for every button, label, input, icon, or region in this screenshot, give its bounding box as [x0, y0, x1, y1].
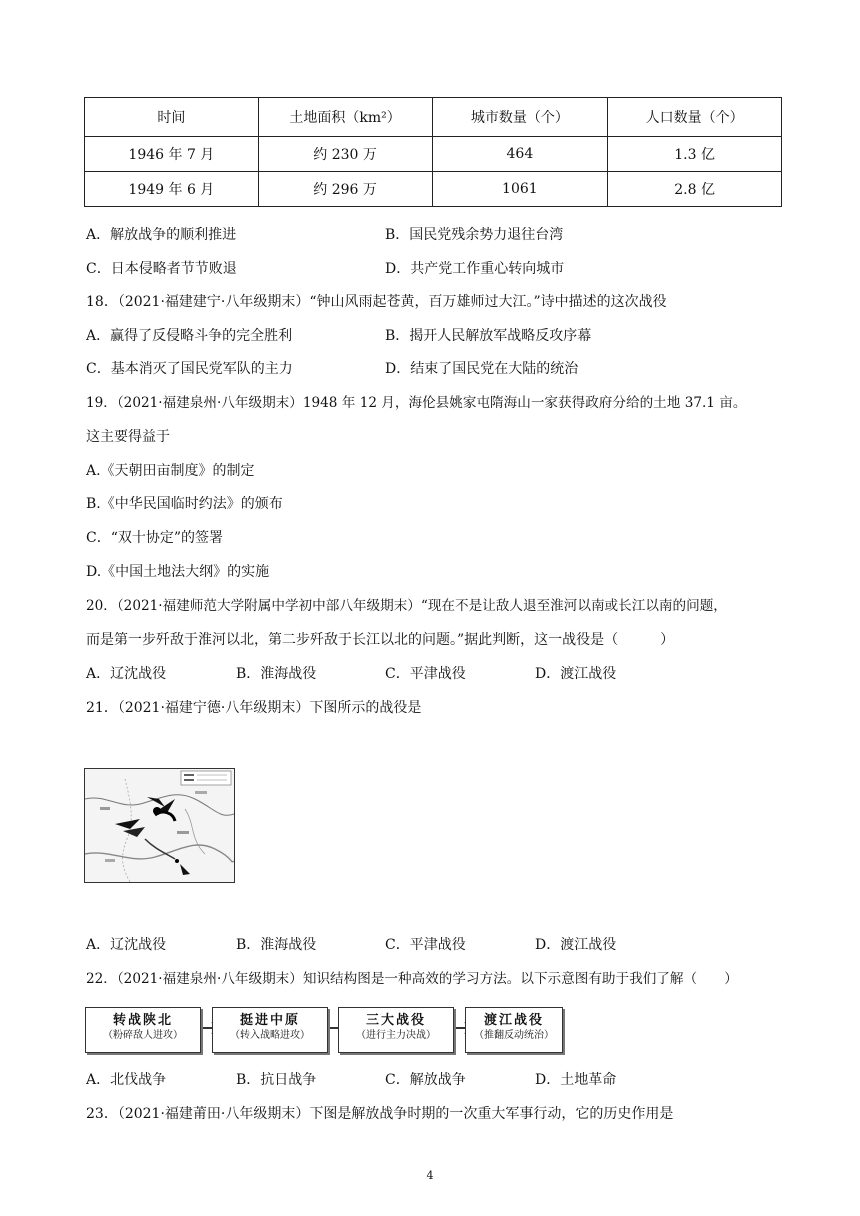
table-header-cell: 人口数量（个）	[608, 98, 782, 137]
flow-step-title: 三大战役	[365, 1013, 426, 1028]
table-header-cell: 城市数量（个）	[432, 98, 608, 137]
q20-option-b[interactable]: B．淮海战役	[236, 666, 317, 682]
flow-step-title: 挺进中原	[239, 1013, 300, 1028]
knowledge-flow-diagram	[85, 1007, 565, 1053]
flow-step-4	[465, 1007, 563, 1053]
table-cell: 约 230 万	[258, 137, 432, 172]
q20-option-c[interactable]: C．平津战役	[385, 666, 466, 682]
page-number: 4	[426, 1169, 434, 1182]
q18-option-c[interactable]: C．基本消灭了国民党军队的主力	[86, 361, 293, 377]
flow-step-subtitle: （粉碎敌人进攻）	[103, 1030, 183, 1041]
table-header-row	[85, 98, 782, 137]
flow-step-1	[85, 1007, 201, 1053]
flow-step-subtitle: （进行主力决战）	[356, 1030, 436, 1041]
q18-option-a[interactable]: A．赢得了反侵略斗争的完全胜利	[86, 328, 293, 344]
q18-option-b[interactable]: B．揭开人民解放军战略反攻序幕	[385, 328, 592, 344]
table-cell: 1949 年 6 月	[85, 172, 259, 207]
q21-option-b[interactable]: B．淮海战役	[236, 937, 317, 953]
q20-stem-line1: 20．（2021·福建师范大学附属中学初中部八年级期末）“现在不是让敌人退至淮河以南或长江以南的问题，	[86, 598, 727, 614]
table-cell: 约 296 万	[258, 172, 432, 207]
q18-stem: 18．（2021·福建建宁·八年级期末）“钟山风雨起苍黄，百万雄师过大江。”诗中描述的这次战役	[86, 294, 667, 310]
table-cell: 464	[432, 137, 608, 172]
battle-map-image	[85, 769, 234, 882]
q19-option-b[interactable]: B.《中华民国临时约法》的颁布	[86, 496, 283, 512]
table-row	[85, 172, 782, 207]
table-cell: 2.8 亿	[608, 172, 782, 207]
q19-stem-line1: 19．（2021·福建泉州·八年级期末）1948 年 12 月，海伦县姚家屯隋海山一家获得政府分给的土地 37.1 亩。	[86, 395, 747, 411]
q17-option-b[interactable]: B．国民党残余势力退往台湾	[385, 227, 564, 243]
table-row	[85, 137, 782, 172]
q22-stem: 22．（2021·福建泉州·八年级期末）知识结构图是一种高效的学习方法。以下示意图有助于我们了解（ ）	[86, 971, 738, 987]
battle-map-figure	[84, 768, 235, 883]
q20-stem-line2: 而是第一步歼敌于淮河以北，第二步歼敌于长江以北的问题。”据此判断，这一战役是（ ）	[86, 632, 675, 648]
q18-option-d[interactable]: D．结束了国民党在大陆的统治	[385, 361, 579, 377]
q17-option-a[interactable]: A．解放战争的顺利推进	[86, 227, 237, 243]
q21-stem: 21．（2021·福建宁德·八年级期末）下图所示的战役是	[86, 700, 422, 716]
table-cell: 1.3 亿	[608, 137, 782, 172]
table-header-cell: 时间	[85, 98, 259, 137]
q22-option-b[interactable]: B．抗日战争	[236, 1072, 317, 1088]
q19-option-c[interactable]: C．“双十协定”的签署	[86, 530, 224, 546]
q21-option-a[interactable]: A．辽沈战役	[86, 937, 167, 953]
flow-step-subtitle: （推翻反动统治）	[474, 1030, 554, 1041]
table-cell: 1946 年 7 月	[85, 137, 259, 172]
statistics-table	[84, 97, 782, 207]
table-header-cell: 土地面积（km²）	[258, 98, 432, 137]
q20-option-a[interactable]: A．辽沈战役	[86, 666, 167, 682]
q19-stem-line2: 这主要得益于	[86, 429, 170, 445]
flow-step-title: 转战陕北	[112, 1013, 173, 1028]
q21-option-d[interactable]: D．渡江战役	[535, 937, 617, 953]
q20-option-d[interactable]: D．渡江战役	[535, 666, 617, 682]
q22-option-a[interactable]: A．北伐战争	[86, 1072, 167, 1088]
flow-step-title: 渡江战役	[483, 1013, 544, 1028]
q22-option-c[interactable]: C．解放战争	[385, 1072, 466, 1088]
flow-step-3	[338, 1007, 454, 1053]
q19-option-a[interactable]: A.《天朝田亩制度》的制定	[86, 463, 255, 479]
q19-option-d[interactable]: D.《中国土地法大纲》的实施	[86, 564, 270, 580]
q23-stem: 23．（2021·福建莆田·八年级期末）下图是解放战争时期的一次重大军事行动，它的历史作用是	[86, 1106, 674, 1122]
q17-option-c[interactable]: C．日本侵略者节节败退	[86, 261, 237, 277]
flow-step-subtitle: （转入战略进攻）	[230, 1030, 310, 1041]
flow-step-2	[212, 1007, 328, 1053]
q17-option-d[interactable]: D．共产党工作重心转向城市	[385, 261, 565, 277]
q22-option-d[interactable]: D．土地革命	[535, 1072, 617, 1088]
q21-option-c[interactable]: C．平津战役	[385, 937, 466, 953]
table-cell: 1061	[432, 172, 608, 207]
